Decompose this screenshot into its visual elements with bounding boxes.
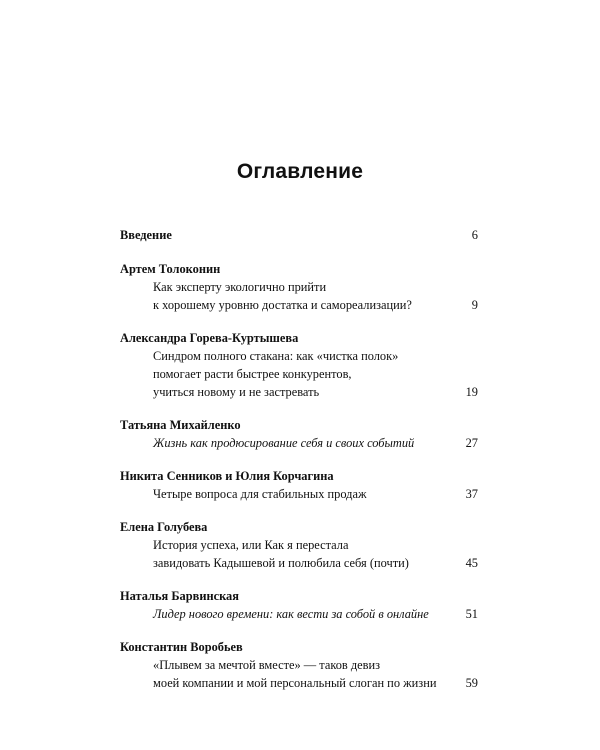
toc-chapter-title (153, 434, 478, 452)
toc-chapter-title-line: Лидер нового времени: как вести за собой в онлайне (153, 607, 429, 621)
toc-page-number: 19 (465, 385, 478, 399)
toc-entry[interactable] (120, 416, 478, 452)
toc-entry[interactable] (120, 518, 478, 572)
toc-entry[interactable] (120, 467, 478, 503)
toc-chapter-title-line: помогает расти быстрее конкурентов, (153, 367, 352, 381)
toc-chapter-title-line: учиться новому и не застревать (153, 385, 320, 399)
toc-chapter-title-line: Синдром полного стакана: как «чистка полок» (153, 349, 399, 363)
toc-chapter-title (153, 656, 478, 692)
toc-author: Елена Голубева (120, 520, 208, 534)
toc-author: Наталья Барвинская (120, 589, 239, 603)
toc-chapter-title (153, 485, 478, 503)
toc-entry[interactable] (120, 638, 478, 692)
toc-page-number: 45 (465, 556, 478, 570)
toc-author: Александра Горева-Куртышева (120, 331, 299, 345)
toc-entry[interactable] (120, 587, 478, 623)
toc-page-number: 37 (465, 487, 478, 501)
toc-chapter-title (153, 536, 478, 572)
toc-chapter-title-line: завидовать Кадышевой и полюбила себя (почти) (153, 556, 409, 570)
toc-page-number: 9 (471, 298, 478, 312)
toc-page-number: 59 (465, 676, 478, 690)
toc-page-number: 51 (465, 607, 478, 621)
toc-entry[interactable] (120, 260, 478, 314)
toc-chapter-title-line: «Плывем за мечтой вместе» — таков девиз (153, 658, 381, 672)
toc-author: Артем Толоконин (120, 262, 221, 276)
toc-entry[interactable] (120, 329, 478, 401)
toc-chapter-title (153, 347, 478, 401)
toc-chapter-title-line: Четыре вопроса для стабильных продаж (153, 487, 367, 501)
toc-page-number: 6 (471, 228, 478, 242)
toc-page-number: 27 (465, 436, 478, 450)
table-of-contents (120, 226, 478, 707)
toc-chapter-title-line: История успеха, или Как я перестала (153, 538, 349, 552)
toc-chapter-title-line: к хорошему уровню достатка и самореализации? (153, 298, 412, 312)
toc-section-title: Введение (120, 228, 172, 242)
page-title: Оглавление (236, 160, 364, 183)
toc-chapter-title (153, 278, 478, 314)
toc-chapter-title-line: Жизнь как продюсирование себя и своих событий (153, 436, 415, 450)
toc-chapter-title-line: Как эксперту экологично прийти (153, 280, 327, 294)
toc-author: Константин Воробьев (120, 640, 243, 654)
toc-author: Никита Сенников и Юлия Корчагина (120, 469, 334, 483)
toc-author: Татьяна Михайленко (120, 418, 241, 432)
toc-chapter-title-line: моей компании и мой персональный слоган по жизни (153, 676, 437, 690)
toc-entry[interactable] (120, 226, 478, 244)
toc-chapter-title (153, 605, 478, 623)
